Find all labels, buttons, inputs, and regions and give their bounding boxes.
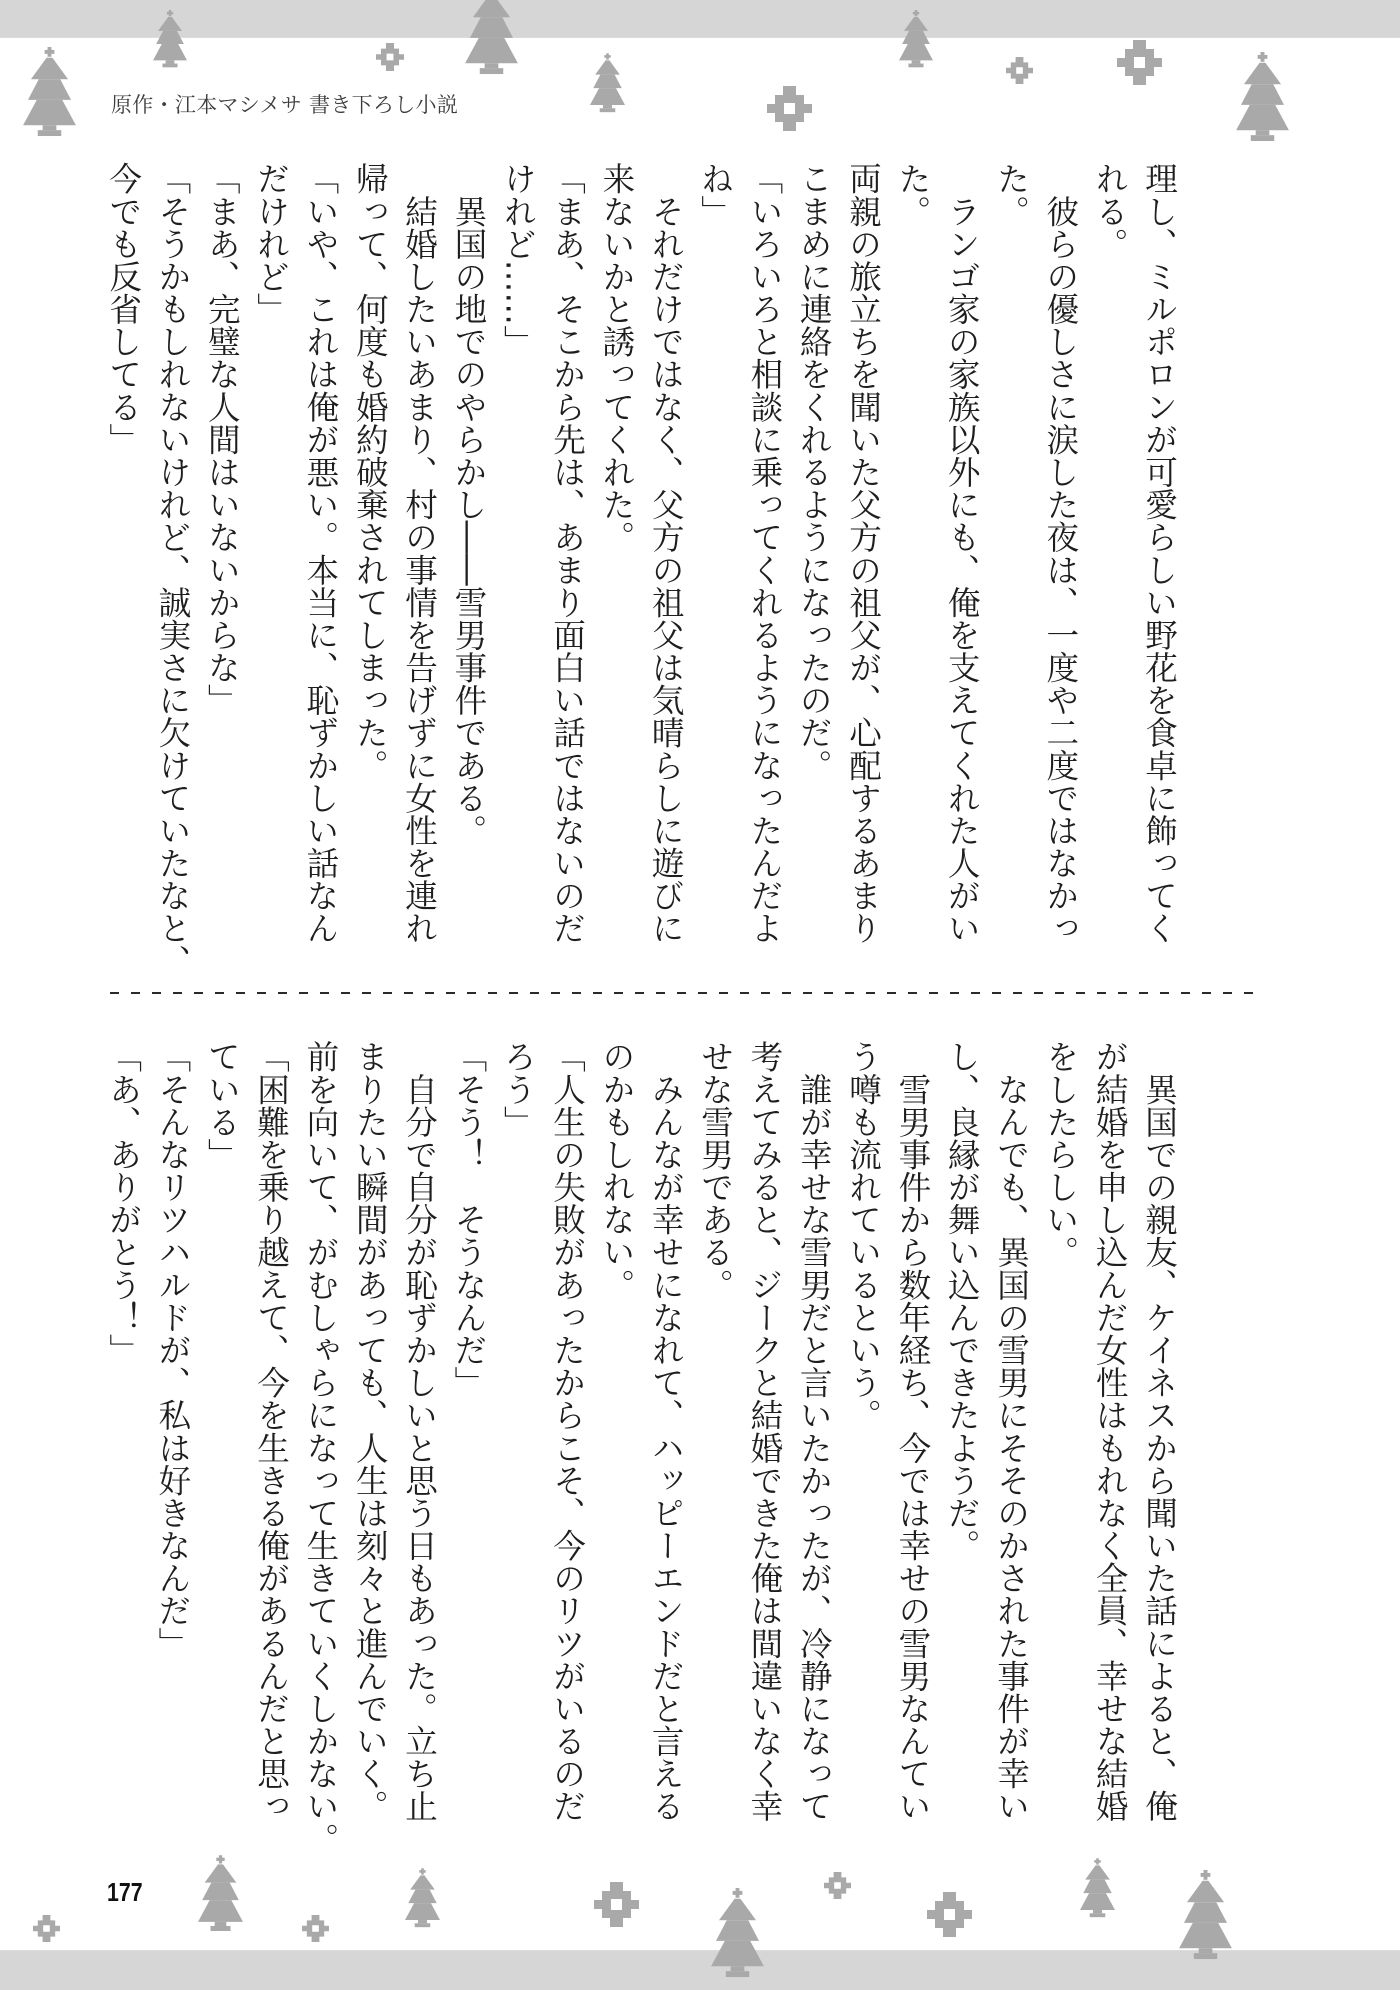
snowflake-icon	[302, 1915, 329, 1942]
text-column: 「困難を乗り越えて、今を生きる俺があるんだと思っ	[252, 1040, 291, 1823]
text-column: 「そう！ そうなんだ」	[449, 1040, 488, 1399]
text-column: れる。	[1090, 162, 1129, 260]
text-column: こまめに連絡をくれるようになったのだ。	[794, 162, 833, 782]
text-column: 今でも反省してる」	[104, 162, 143, 456]
text-column: それだけではなく、父方の祖父は気晴らしに遊びに	[646, 162, 685, 945]
text-column: し、良縁が舞い込んできたようだ。	[942, 1040, 981, 1562]
text-column: ている」	[202, 1040, 241, 1171]
tree-icon	[23, 47, 76, 137]
snowflake-icon	[1117, 40, 1162, 85]
text-column: 前を向いて、がむしゃらになって生きていくしかない。	[301, 1040, 340, 1855]
top-border-band	[0, 0, 1400, 37]
text-column: ろう」	[498, 1040, 537, 1138]
running-header: 原作・江本マシメサ 書き下ろし小説	[111, 93, 459, 117]
text-column: 「まあ、そこから先は、あまり面白い話ではないのだ	[548, 162, 587, 945]
text-column: 結婚したいあまり、村の事情を告げずに女性を連れ	[400, 162, 439, 945]
text-column: 誰が幸せな雪男だと言いたかったが、冷静になって	[794, 1040, 833, 1823]
tree-icon	[899, 10, 933, 68]
text-column: のかもしれない。	[597, 1040, 636, 1301]
text-column: 理し、ミルポロンが可愛らしい野花を食卓に飾ってく	[1140, 162, 1178, 945]
text-column: が結婚を申し込んだ女性はもれなく全員、幸せな結婚	[1090, 1040, 1129, 1823]
snowflake-icon	[927, 1892, 972, 1937]
snowflake-icon	[1006, 57, 1033, 84]
text-column: た。	[893, 162, 932, 228]
text-column: 「あ、ありがとう！」	[104, 1040, 143, 1366]
text-column: 「まあ、完璧な人間はいないからな」	[202, 162, 241, 717]
text-column: 来ないかと誘ってくれた。	[597, 162, 636, 554]
snowflake-icon	[767, 86, 812, 131]
text-column: 自分で自分が恥ずかしいと思う日もあった。立ち止	[400, 1040, 439, 1823]
text-column: 両親の旅立ちを聞いた父方の祖父が、心配するあまり	[844, 162, 883, 945]
text-column: ランゴ家の家族以外にも、俺を支えてくれた人がい	[942, 162, 981, 945]
text-column: う噂も流れているという。	[844, 1040, 883, 1432]
text-column: せな雪男である。	[696, 1040, 735, 1301]
text-column: 「そんなリツハルドが、私は好きなんだ」	[153, 1040, 192, 1660]
text-column: だけれど」	[252, 162, 291, 325]
text-column: 彼らの優しさに涙した夜は、一度や二度ではなかっ	[1041, 162, 1080, 945]
tree-icon	[153, 10, 187, 68]
snowflake-icon	[376, 43, 404, 71]
text-column: 「そうかもしれないけれど、誠実さに欠けていたなと、	[153, 162, 192, 977]
tree-icon	[405, 1868, 440, 1928]
text-column: 「人生の失敗があったからこそ、今のリツがいるのだ	[548, 1040, 587, 1823]
text-column: 異国での親友、ケイネスから聞いた話によると、俺	[1140, 1040, 1178, 1823]
tree-icon	[1236, 52, 1289, 142]
text-column: まりたい瞬間があっても、人生は刻々と進んでいく。	[350, 1040, 389, 1823]
text-column: 雪男事件から数年経ち、今では幸せの雪男なんてい	[893, 1040, 932, 1823]
text-column: みんなが幸せになれて、ハッピーエンドだと言える	[646, 1040, 685, 1823]
tree-icon	[1179, 1870, 1232, 1960]
text-column: 「いや、これは俺が悪い。本当に、恥ずかしい話なん	[301, 162, 340, 945]
tree-icon	[465, 0, 518, 75]
dashed-section-divider	[110, 992, 1257, 994]
text-column: 異国の地でのやらかし――雪男事件である。	[449, 162, 488, 847]
tree-icon	[711, 1888, 764, 1978]
text-column: 帰って、何度も婚約破棄されてしまった。	[350, 162, 389, 782]
body-section-top	[97, 162, 1183, 992]
snowflake-icon	[824, 1872, 851, 1899]
snowflake-icon	[594, 1882, 639, 1927]
snowflake-icon	[33, 1915, 60, 1942]
text-column: をしたらしい。	[1041, 1040, 1080, 1269]
text-column: けれど……」	[498, 162, 537, 358]
text-column: 「いろいろと相談に乗ってくれるようになったんだよ	[745, 162, 784, 945]
tree-icon	[590, 53, 625, 113]
text-column: ね」	[696, 162, 735, 228]
text-column: た。	[992, 162, 1031, 228]
text-column: なんでも、異国の雪男にそそのかされた事件が幸い	[992, 1040, 1031, 1823]
page-number: 177	[107, 1877, 143, 1907]
text-column: 考えてみると、ジークと結婚できた俺は間違いなく幸	[745, 1040, 784, 1823]
body-section-bottom	[97, 1040, 1183, 1870]
